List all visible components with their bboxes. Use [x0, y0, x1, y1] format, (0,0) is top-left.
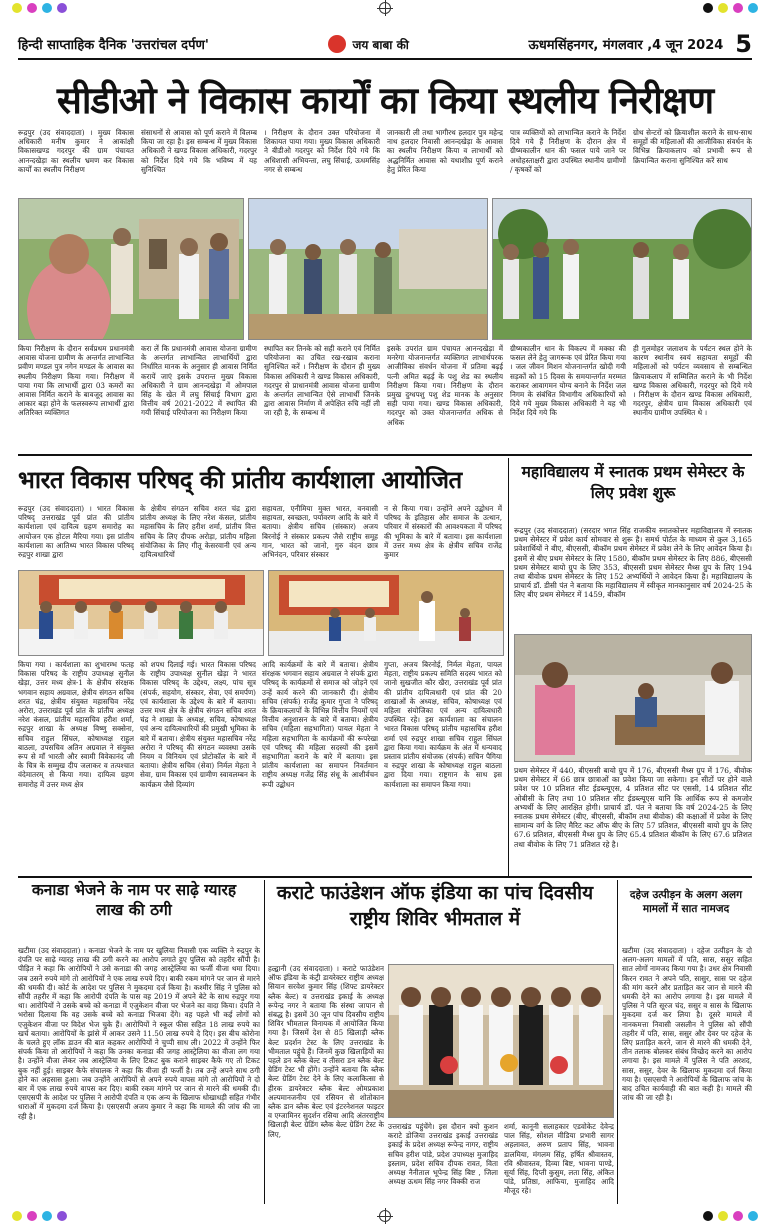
yellow-dot [12, 3, 22, 13]
karate-col-1: हल्द्वानी (उद संवाददाता) । कराटे फाउंडेशन ऑफ इंडिया के कंट्री डायरेक्टर राष्ट्रीय अध्यक्ष सियान सरवेश कुमार सिंह (शिफ्ट डायरेक्टर ब्लैक बेल्ट) व उत्तराखंड इकाई के अध्यक्ष रूपेन्द्र नगर ने बताया कि संस्था जापान से संबद्ध है। इसमें 30 जून पांच दिवसीय राष्ट्रीय शिविर भीमताल विनायक में आयोजित किया गया है। जिसमें देश से 85 खिलाड़ी ब्लैक बेल्ट प्रदर्शन टेस्ट के लिए उत्तराखंड के भीमताल पहुंचे हैं। जिनमें कुछ खिलाड़ियों का पहले डन ब्लैक बेल्ट व तीसरा डन ब्लैक बेल्ट ग्रेडिंग टेस्ट भी होंगे। उन्होंने बताया कि ब्लैक बेल्ट ग्रेडिंग टेस्ट देने के लिए कलाकित्सा से हीरक डायरेक्टर ब्लैक बेल्ट ओमप्रकाश अल्पमानजनीय एवं रसियन से शोतोकान ब्लैक डान ब्लैक बेल्ट एवं इंटरनेशनल फाइटर व एग्जामिनर सुदर्शन रसिया आदि अंतरराष्ट्रीय खिलाड़ी बेल्ट ग्रेडिंग ब्लैक बेल्ट ग्रेडिंग टेस्ट के लिए, [268, 964, 384, 1139]
cyan-dot [42, 3, 52, 13]
dowry-body: खटीमा (उद संवाददाता) । दहेज उत्पीड़न के दो अलग-अलग मामलों में पति, सास, ससुर सहित सात लोगों नामजद किया गया है। उधर क्षेत्र निवासी किरन रावत ने अपने पति, सासुर, सास पर दहेज की मांग करने और प्रताड़ित कर जान से मारने की धमकी देने का आरोप लगाया है। इस मामले में पुलिस ने पति सूरज चंद, ससुर व सास के खिलाफ मुकदमा दर्ज कर लिया है। दूसरे मामले में नानकमत्ता निवासी जसलीन ने पुलिस को सौंपी तहरीर में पति, सास, ससुर और देवर पर दहेज के लिए प्रताड़ित करने, जान से मारने की धमकी देने, तीन तलाक बोलकर संबंध विच्छेद करने का आरोप लगाया है। इस मामले में पुलिस ने पति अरशद, सास, ससुर, देवर के खिलाफ मुकदमा दर्ज किया गया है। एसएसपी ने आरोपियों के खिलाफ जांच के बाद उचित कार्यवाही की बात कही है। मामले की जांच की जा रही है। [622, 946, 752, 1103]
print-registration-top [0, 0, 770, 16]
lead-col-3b: स्थापित कर तिनके को सही कराने एवं निर्मित परियोजना का उचित रख-रखाव कराना सुनिश्चित करें । निरीक्षण के दौरान ही मुख्य विकास अधिकारी ने खण्ड विकास अधिकारी, गदरपुर से प्राधानमंत्री आवास योजना ग्रामीण के अन्तर्गत लाभान्वित ऐसे लाभार्थी जिनके द्वारा आवास निर्माण में अपेक्षित रुचि नहीं ली जा रही है, के सम्बन्ध में [264, 344, 380, 418]
column-divider-2 [264, 880, 265, 1204]
college-photo [514, 634, 752, 762]
black-dot [703, 1211, 713, 1221]
color-registration-dots [703, 1211, 758, 1221]
parishad-photo-1 [18, 570, 264, 656]
color-registration-dots [12, 3, 67, 13]
page-number: 5 [735, 30, 752, 58]
paper-name: हिन्दी साप्ताहिक दैनिक 'उत्तरांचल दर्पण' [18, 38, 209, 53]
black-dot [703, 3, 713, 13]
section-divider [18, 454, 752, 456]
parishad-col-2: के क्षेत्रीय संगठन सचिव शरत चंद्र द्वारा प्रांतीय अध्यक्ष के लिए नरेश कंसल, प्रांतीय महासचिव के लिए हरीश शर्मा, प्रांतीय वित्त सचिव के लिए दीपक अरोड़ा, प्रांतीय महिला संयोजिका के लिए गीतू केसरवानी एवं अन्य दायित्वधारियों [140, 504, 256, 560]
vikas-parishad-headline: भारत विकास परिषद् की प्रांतीय कार्यशाला आयोजित [18, 465, 462, 494]
lead-col-5: पात्र व्यक्तियों को लाभान्वित कराने के निर्देश दिये गये हैं निरीक्षण के दौरान क्षेत्र में ग्रीष्मकालीन धान की फसल पाये जाने पर अधोहस्ताक्षरी द्वारा उपस्थित स्थानीय ग्रामीणों / कृषकों को [510, 128, 626, 174]
lead-col-4: जानकारी ली तथा भागीरथ हलदार पुत्र महेन्द्र नाथ हलदार निवासी आनन्दखेड़ा के आवास का स्थलीय निरीक्षण किया व लाभार्थी को अद्धनिर्मित आवास को यथाशीघ्र पूर्ण कराने हेतु प्रेरित किया [387, 128, 503, 174]
parishad-col-4: न से किया गया। उन्होंने अपने उद्बोधन में परिषद के इतिहास और समाज के उत्थान, परिवार में संस्कारों की आवश्यकता में परिषद की भूमिका के बारे में बताया। इस कार्यशाला में उत्तर मध्य क्षेत्र के क्षेत्रीय सचिव राजेंद्र कुमार [384, 504, 502, 560]
magenta-dot [27, 3, 37, 13]
parishad-photo-2 [268, 570, 504, 656]
lead-photo-1 [18, 198, 244, 340]
college-headline: महाविद्यालय में स्नातक प्रथम सेमेस्टर के लिए प्रवेश शुरू [521, 463, 745, 502]
yellow-dot [718, 3, 728, 13]
yellow-dot [12, 1211, 22, 1221]
lead-col-2b: करा लें कि प्रधानमंत्री आवास योजना ग्रामीण के अन्तर्गत लाभान्वित लाभार्थियों द्वारा निर्धारित मानक के अनुसार ही आवास निर्मित करायें जाएं इसके उपरान्त मुख्य विकास अधिकारी ने ग्राम आनन्दखेड़ा में ओमपाल सिंह के खेत में लघु सिंचाई विभाग द्वारा वित्तीय वर्ष 2021-2022 में स्थापित की गयी सिंचाई परियोजना का निरीक्षण किया [141, 344, 257, 418]
karate-col-2: उत्तराखंड पहुंचेंगे। इस दौरान क्यो कुशन कराटे डोजिया उत्तराखंड इकाई उत्तराखंड इकाई के प्रदेश अध्यक्ष रूपेन्द्र नागर, राष्ट्रीय सचिव हरीश पांडे, प्रदेश उपाध्यक्ष मुजाहिद इस्लाम, प्रदेश सचिव दीपक रावत, विता अध्यक्ष नैनीताल भूपेन्द्र सिंह बिष्ट , जिला अध्यक्ष ऊधम सिंह नगर विक्की राज [388, 1122, 498, 1187]
cyan-dot [42, 1211, 52, 1221]
college-col-1: रूद्रपुर (उद संवाददाता) (सरदार भगत सिंह राजकीय स्नातकोत्तर महाविद्यालय में स्नातक प्रथम सेमेस्टर में प्रवेश कार्य सोमवार से शुरू है। समर्थ पोर्टल के माध्यम से कुल 3,165 प्रवेशार्थियों ने बीए, बीएससी, बीकॉम प्रथम सेमेस्टर में प्रवेश लेने के लिए आवेदन किया है। इसमें से बीए प्रथम सेमेस्टर के लिए 1580, बीकॉम प्रथम सेमेस्टर के लिए 886, बीएससी प्रथम सेमेस्टर बायो ग्रुप के लिए 353, बीएससी प्रथम सेमेस्टर मैथ्स ग्रुप के लिए 194 तथा बीवोक प्रथम सेमेस्टर के लिए 152 अभ्यर्थियों ने आवेदन किया है। महाविद्यालय के प्राचार्य डॉ. डीसी पंत ने बताया कि महाविद्यालय में स्वीकृत मानकानुसार वर्ष 2024-25 के लिए बीए प्रथम सेमेस्टर में 1459, बीकॉम [514, 526, 752, 600]
parishad-col-1b: किया गया । कार्यशाला का शुभारम्भ फतह विकास परिषद के राष्ट्रीय उपाध्यक्ष सुनील खेड़ा, उत्तर मध्य क्षेत्र-1 के क्षेत्रीय संरक्षक भगवान सहाय अग्रवाल, क्षेत्रीय संगठन सचिव शरत चंद्र, क्षेत्रीय संयुक्त महासचिव नरेंद्र अरोरा, उत्तराखंड पूर्व प्रांत के प्रांतीय अध्यक्ष नरेश कंसल, प्रांतीय महासचिव हरीश शर्मा, रुद्रपुर शाखा के अध्यक्ष विष्णु सक्सेना, सचिव राहुल सिंघल, कोषाध्यक्ष राहुल बाठला, उपसचिव अतिन अग्रवाल ने संयुक्त रूप से माँ भारती और स्वामी विवेकानंद जी के चित्र के सम्मुख दीप जलाकर व तत्पश्चात वंदेमातरम् से किया गया। दायित्व ग्रहण समारोह में उत्तर मध्य क्षेत्र [18, 660, 134, 789]
violet-dot [57, 3, 67, 13]
parishad-col-4b: गुप्ता, अजय बिरनोई, निर्मल मेहता, पायल मेहता, राष्ट्रीय प्रकल्प समिति सदस्य भारत को जानो सुखजीत कौर खैरा, उत्तराखंड पूर्व प्रांत की प्रांतीय दायित्वधारी एवं प्रांत की 20 शाखाओं के अध्यक्ष, सचिव, कोषाध्यक्ष एवं महिला संयोजिका एवं अन्य दायित्वधारी उपस्थित रहे। इस कार्यशाला का संचालन भारत विकास परिषद् प्रांतीय महासचिव हरीश शर्मा एवं रुद्रपुर शाखा सचिव राहुल सिंघल द्वारा किया गया। कार्यक्रम के अंत में धन्यवाद प्रस्ताव प्रांतीय संयोजक (संपर्क) सचिन पैगिया व रुद्रपुर शाखा के कोषाध्यक्ष राहुल बाठला द्वारा दिया गया। राष्ट्रगान के साथ इस कार्यशाला का समापन किया गया। [384, 660, 502, 789]
lead-headline: सीडीओ ने विकास कार्यों का किया स्थलीय निरीक्षण [56, 78, 714, 122]
crosshair-registration-icon [379, 2, 391, 14]
lead-col-3: । निरीक्षण के दौरान उक्त परियोजना में शिकायत पाया गया। मुख्य विकास अधिकारी ने बीडीओ गदरपुर को निर्देश दिये गये कि अधिशासी अभियन्ता, लघु सिंचाई, ऊधमसिंह नगर से सम्बन्ध [264, 128, 380, 174]
print-registration-bottom [0, 1208, 770, 1224]
lead-col-2: संसाधनों से आवास को पूर्ण कराने में विलम्ब किया जा रहा है। इस सम्बन्ध में मुख्य विकास अधिकारी ने खण्ड विकास अधिकारी, गदरपुर को निर्देश दिये गये कि भविष्य में यह सुनिश्चित [141, 128, 257, 174]
college-col-2: प्रथम सेमेस्टर में 440, बीएससी बायो ग्रुप में 176, बीएससी मैथ्स ग्रुप में 176, बीवोक प्रथम सेमेस्टर में 66 छात्र छात्राओं का प्रवेश किया जा सकेगा। इन सीटों पर होने वाले प्रवेश पर 10 प्रतिशत सीट ईडब्ल्यूएस, 4 प्रतिशत सीट पर एससी, 14 प्रतिशत सीट ओबीसी के लिए तथा 10 प्रतिशत सीट ईडब्ल्यूएस यानि कि आर्थिक रूप से कमजोर अभ्यर्थी के लिए आरक्षित होगी। प्राचार्य डॉ. पंत ने बताया कि वर्ष 2024-25 के लिए स्नातक प्रथम सेमेस्टर (बीए, बीएससी, बीकॉम तथा बीवोक) की कक्षाओं में प्रवेश के लिए सामान्य वर्ग के लिए मैरिट कट ऑफ बीए के लिए 57 प्रतिशत, बीएससी बायो ग्रुप के लिए 67.6 प्रतिशत, बीएससी मैथ्स ग्रुप के लिए 65.4 प्रतिशत बीकॉम के लिए 67.6 प्रतिशत तथा बीवोक के लिए 71 प्रतिशत रहे है। [514, 766, 752, 849]
crosshair-registration-icon [379, 1210, 391, 1222]
lead-photo-2 [248, 198, 488, 340]
dateline-group [529, 30, 752, 58]
lead-col-6b: ही गुलमोहर जलाशय के पर्यटन स्थल होने के कारण स्थानीय स्वयं सहायता समूहों की महिलाओं को पर्यटन व्यवसाय से सम्बन्धित क्रियाकलाप में सम्मिलित कराने के भी निर्देश खण्ड विकास अधिकारी, गदरपुर को दिये गये । निरीक्षण के दौरान खण्ड विकास अधिकारी, गदरपुर, क्षेत्रीय ग्राम विकास अधिकारी एवं स्थानीय ग्रामीण उपस्थित थे । [633, 344, 752, 418]
lead-col-6: ग्रोथ सेन्टरों को क्रियाशील कराने के साथ-साथ समूहों की महिलाओं की आजीविका संवर्धन के विभिन्न क्रियाकलाप को प्रभावी रूप से क्रियान्वित कराना सुनिश्चित करें साथ [633, 128, 752, 165]
brand-logo-icon [328, 35, 346, 53]
parishad-col-3b: आदि कार्यक्रमों के बारे में बताया। क्षेत्रीय संरक्षक भगवान सहाय अग्रवाल ने संपर्क द्वारा परिषद् के कार्यक्रमों से समाज को जोड़ने एवं उन्हें कार्य करने की जानकारी दी। क्षेत्रीय सचिव (संपर्क) राजेंद्र कुमार गुप्ता ने परिषद् के क्रियाकलापों के विभिन्न वित्तीय नियमों एवं वित्तीय अनुशासन के बारे में बताया। क्षेत्रीय सचिव (महिला सहभागिता) पायल मेहता ने महिला सहभागिता के कार्यक्रमों की रूपरेखा एवं परिषद् की महिला सदस्यों की इसमें सहभागिता कराने के बारे में बताया। इस प्रांतीय कार्यशाला का समापन निवर्तमान राष्ट्रीय अध्यक्ष गजेंद्र सिंह संधू के आशीर्वचन रूपी उद्बोधन [262, 660, 378, 789]
lead-col-4b: इसके उपरांत ग्राम पंचायत आनन्दखेड़ा में मनरेगा योजनान्तर्गत व्यक्तिगत लाभार्थपरक आजीविका संवर्धन योजना में प्रतिमा बढ़ई पत्नी अमित बढ़ई के पशु शेड का स्थलीय निरीक्षण किया गया। निरीक्षण के दौरान प्रमुख दुग्धपशु पशु शेड मानक के अनुसार सही पाया गया। खण्ड विकास अधिकारी, गदरपुर को उक्त योजनान्तर्गत अधिक से अधिक [387, 344, 503, 427]
color-registration-dots [12, 1211, 67, 1221]
column-divider-3 [617, 880, 618, 1204]
cyan-dot [748, 3, 758, 13]
violet-dot [57, 1211, 67, 1221]
lead-col-1b: किया निरीक्षण के दौरान सर्वप्रथम प्रधानमंत्री आवास योजना ग्रामीण के अन्तर्गत लाभान्वित प्रवीण मण्डल पुत्र नगेन मण्डल के आवास का स्थलीय निरीक्षण किया गया। निरीक्षण में पाया गया कि लाभार्थी द्वारा 03 कमरों का आवास निर्मित कराने के बावजूद आवास का आकार बड़ा होने के फलस्वरूप लाभार्थी द्वारा अतिरिक्त व्यक्तिगत [18, 344, 134, 418]
canada-body: खटीमा (उद संवाददाता) । कनाडा भेजने के नाम पर खुलिया निवासी एक व्यक्ति ने रुद्रपुर के दंपति पर साढ़े ग्यारह लाख की ठगी करने का आरोप लगाते हुए पुलिस को तहरीर सौंपी है। पीड़ित ने कहा कि आरोपियों ने उसे कनाडा की जगह आस्ट्रेलिया का फर्जी वीजा थमा दिया। जब उसने रुपये मांगे तो आरोपियों ने एक लाख रुपये दिए। बाकी रकम मांगने पर जान से मारने की धमकी दी। कोर्ट के आदेश पर पुलिस ने मुकदमा दर्ज किया है। कश्मीर सिंह ने पुलिस को सौंपी तहरीर में कहा कि आरोपी दंपति के पास वह 2019 में अपने बेटे के साथ रुद्रपुर गया था। आरोपियों ने उसके बच्चे को कनाडा में एजुकेशन वीजा पर भेजने का वादा किया। दंपति ने भरोसा दिलाया कि वह उसके बच्चे को कनाडा भिजवा देंगे। वह पहले भी कई लोगों को एजुकेशन वीजा पर विदेश भेज चुके हैं। आरोपियों ने स्कूल फीस सहित 18 लाख रुपये का खर्च बताया। आरोपियों के झांसे में आकर उसने 11.50 लाख रुपये दे दिए। इस बीच कोरोना के चलते हुए लॉक डाउन की बात कहकर आरोपियों ने चुप्पी साध ली। 2022 में उन्होंने फिर संपर्क किया तो आरोपियों ने कहा कि उनका कनाडा की जगह आस्ट्रेलिया का वीजा लग गया है। उन्होंने वीजा लेकर जब आस्ट्रेलिया के लिए टिकट बुक कराने साइबर कैफे गए तो टिकट बुक नहीं हुई। साइबर कैफे संचालक ने कहा कि वीजा ही फर्जी है। तब उन्हें अपने साथ ठगी होने का अहसास हुआ। जब उन्होंने आरोपियों से अपने रुपये वापस मांगे तो आरोपियों ने दो बार में एक लाख रुपये वापस कर दिए। बाकी रकम मांगने पर जान से मारने की धमकी दी। एसएसपी के आदेश पर पुलिस ने आरोपी दंपति व एक अन्य के खिलाफ धोखाधड़ी सहित गंभीर धाराओं में मुकदमा दर्ज किया है। एसएसपी अजय कुमार ने कहा कि मामले की जांच की जा रही है। [18, 946, 260, 1121]
lead-col-5b: ग्रीष्मकालीन धान के विकल्प में मक्का की फसल लेने हेतु जागरूक एवं प्रेरित किया गया । जल जीवन मिशन योजनान्तर्गत खोदी गयी सड़कों को 15 दिवस के समयान्तर्गत मरम्मत कराकर आवागमन योग्य बनाने के निर्देश जल निगम के संबंधित विभागीय अधिकारियों को दिये गये मुख्य विकास अधिकारी ने यह भी निर्देश दिये गये कि [510, 344, 626, 418]
dateline: ऊधमसिंहनगर, मंगलवार ,4 जून 2024 [528, 38, 724, 53]
magenta-dot [27, 1211, 37, 1221]
canada-headline: कनाडा भेजने के नाम पर साढ़े ग्यारह लाख की ठगी [31, 881, 237, 919]
brand [328, 35, 408, 53]
magenta-dot [733, 3, 743, 13]
parishad-col-3: सहायता, एनीमिया मुक्त भारत, वनवासी सहायता, स्वच्छता, पर्यावरण आदि के बारे में बताया। क्षेत्रीय सचिव (संस्कार) अजय बिरनोई ने संस्कार प्रकल्प जैसे राष्ट्रीय समूह गान, भारत को जानो, गुरु वंदन छात्र अभिनंदन, परिवार संस्कार [262, 504, 378, 560]
karate-headline: कराटे फाउंडेशन ऑफ इंडिया का पांच दिवसीय राष्ट्रीय शिविर भीमताल में [276, 882, 594, 930]
cyan-dot [748, 1211, 758, 1221]
masthead [18, 30, 752, 60]
column-divider [508, 458, 509, 876]
section-divider-2 [18, 876, 752, 878]
karate-photo [388, 964, 614, 1118]
lead-photo-3 [492, 198, 752, 340]
karate-col-3: शर्मा, कानूनी सलाहकार एडवोकेट देवेन्द्र पाल सिंह, सोशल मीडिया प्रभारी सागर अहलावत, अरुण प्रताप सिंह, भावना डालमिया, मंगलम सिंह, हर्षित श्रीवास्तव, रवि श्रीवास्तव, दिव्या बिष्ट, भावना पाण्डे, सूर्या सिंह, दिप्ती कुसुम, लता सिंह, अंकित पांडे, प्रतिष्ठा, आफिया, मुजाहिद आदि मौजूद रहे। [504, 1122, 614, 1196]
parishad-col-1: रूद्रपुर (उद संवाददाता) । भारत विकास परिषद् उत्तराखंड पूर्व प्रांत की प्रांतीय कार्यशाला एवं दायित्व ग्रहण समारोह का आयोजन एक होटल मैरिया गया। इस प्रांतीय कार्यशाला का आतिथ्य भारत विकास परिषद् रुद्रपुर शाखा द्वारा [18, 504, 134, 560]
yellow-dot [718, 1211, 728, 1221]
lead-col-1: रूद्रपुर (उद संवाददाता) । मुख्य विकास अधिकारी मनीष कुमार ने आकांक्षी विकासखण्ड गदरपुर की ग्राम पंचायत आनन्दखेड़ा का स्थलीय भ्रमण कर विकास कार्यों का स्थलीय निरीक्षण [18, 128, 134, 174]
brand-text: जय बाबा की [352, 37, 409, 52]
dowry-headline: दहेज उत्पीड़न के अलग अलग मामलों में सात नामजद [629, 889, 743, 915]
magenta-dot [733, 1211, 743, 1221]
color-registration-dots [703, 3, 758, 13]
parishad-col-2b: को शपथ दिलाई गई। भारत विकास परिषद के राष्ट्रीय उपाध्यक्ष सुनील खेड़ा ने भारत विकास परिषद् के उद्देश्य, लक्ष्य, पांच सूत्र (संपर्क, सहयोग, संस्कार, सेवा, एवं समर्पण) एवं कार्यशाला के उद्देश्य के बारे में बताया। उत्तर मध्य क्षेत्र के क्षेत्रीय संगठन सचिव शरत चंद्र ने शाखा के अध्यक्ष, सचिव, कोषाध्यक्ष एवं अन्य दायित्वधारियों की प्रमुखी भूमिका के बारे में बताया। क्षेत्रीय संयुक्त महासचिव नरेंद्र अरोरा ने परिषद् की संगठन व्यवस्था उसके नियम व विनियम एवं प्रोटोकॉल के बारे में बताया। क्षेत्रीय सचिव (सेवा) निर्मल मेहता ने सेवा, ग्राम विकास एवं ग्रामीण स्वावलम्बन के कार्यक्रम जैसे दिव्यांग [140, 660, 256, 789]
